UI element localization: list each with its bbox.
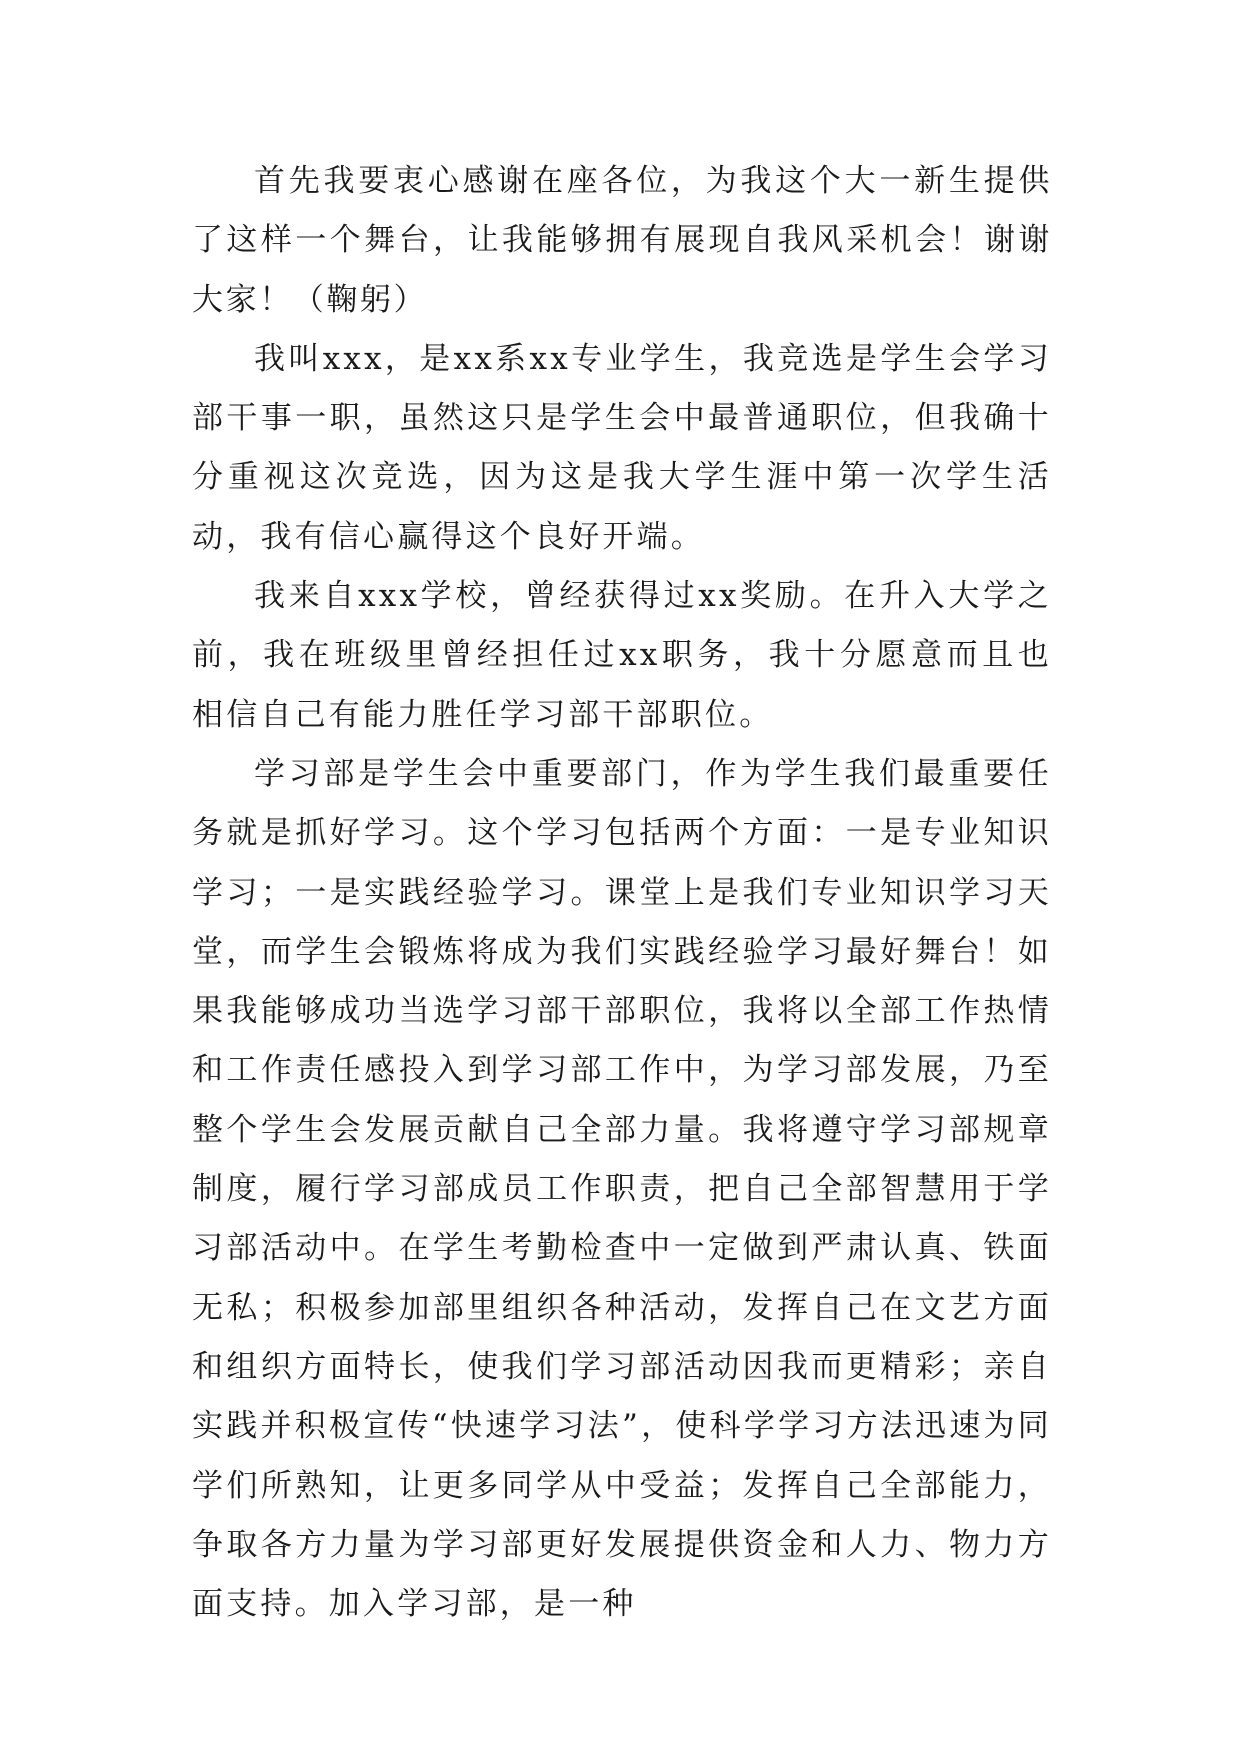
paragraph-opening-thanks: 首先我要衷心感谢在座各位，为我这个大一新生提供了这样一个舞台，让我能够拥有展现自我风采机会！谢谢大家！（鞠躬） [192, 163, 1052, 318]
paragraph-department-plans: 学习部是学生会中重要部门，作为学生我们最重要任务就是抓好学习。这个学习包括两个方面：一是专业知识学习；一是实践经验学习。课堂上是我们专业知识学习天堂，而学生会锻炼将成为我们实践经验学习最好舞台！如果我能够成功当选学习部干部职位，我将以全部工作热情和工作责任感投入到学习部工作中，为学习部发展，乃至整个学生会发展贡献自己全部力量。我将遵守学习部规章制度，履行学习部成员工作职责，把自己全部智慧用于学习部活动中。在学生考勤检查中一定做到严肃认真、铁面无私；积极参加部里组织各种活动，发挥自己在文艺方面和组织方面特长，使我们学习部活动因我而更精彩；亲自实践并积极宣传“快速学习法”，使科学学习方法迅速为同学们所熟知，让更多同学从中受益；发挥自己全部能力，争取各方力量为学习部更好发展提供资金和人力、物力方面支持。加入学习部，是一种 [192, 755, 1052, 1623]
paragraph-background: 我来自xxx学校，曾经获得过xx奖励。在升入大学之前，我在班级里曾经担任过xx职务，我十分愿意而且也相信自己有能力胜任学习部干部职位。 [192, 578, 1052, 733]
document-body [192, 152, 1052, 1634]
paragraph-self-introduction: 我叫xxx，是xx系xx专业学生，我竞选是学生会学习部干事一职，虽然这只是学生会中最普通职位，但我确十分重视这次竞选，因为这是我大学生涯中第一次学生活动，我有信心赢得这个良好开端。 [192, 340, 1052, 555]
